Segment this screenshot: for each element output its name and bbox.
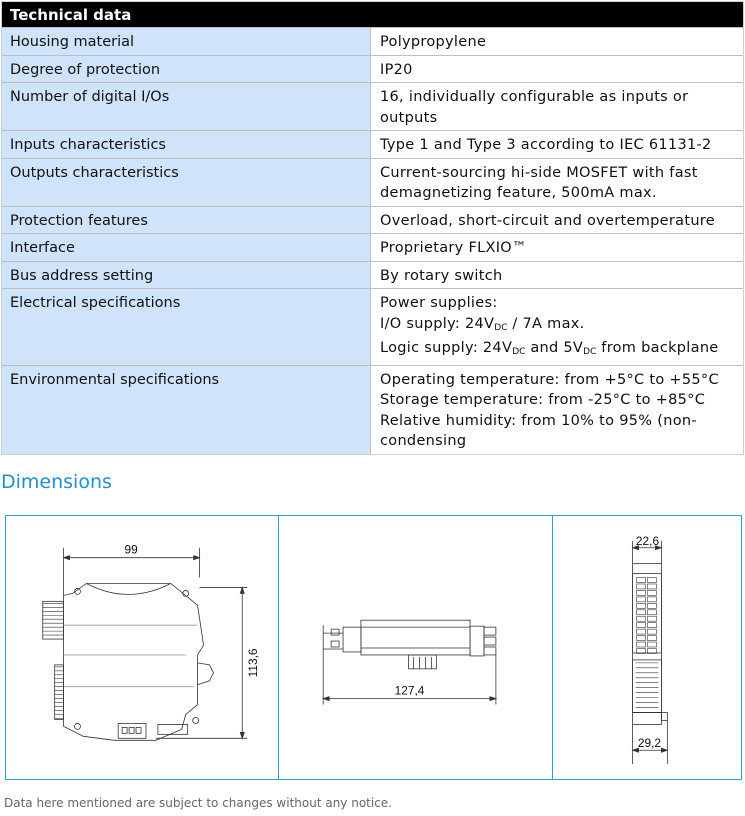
spec-value (371, 159, 743, 206)
dimensions-title: Dimensions (1, 471, 112, 493)
spec-value-line: Type 1 and Type 3 according to IEC 61131-2 (380, 137, 712, 153)
technical-data-row (2, 158, 743, 206)
technical-data-row (2, 130, 743, 158)
spec-value (371, 131, 743, 158)
spec-value (371, 207, 743, 234)
spec-value-line: outputs (380, 109, 438, 126)
technical-data-title: Technical data (2, 2, 743, 27)
spec-value-line: I/O supply: $24V_{DC} / 7A$ max. (380, 315, 585, 333)
spec-value-line: Proprietary FLXIO™ (380, 240, 527, 256)
spec-label: Environmental specifications (2, 366, 371, 454)
spec-label: Degree of protection (2, 56, 371, 83)
side-view-drawing (6, 516, 278, 779)
spec-value-line: IP20 (380, 61, 413, 78)
spec-value-line: Storage temperature: from -25°C to +85°C (380, 392, 706, 408)
spec-value-line: Logic supply: $24V_{DC}$ and $5V_{DC}$ from backplane (380, 340, 719, 357)
front-view-panel (552, 516, 741, 779)
spec-value-line: Relative humidity: from 10% to 95% (non- (380, 412, 697, 429)
side-width-label: 99 (124, 542, 138, 557)
spec-value-line: Overload, short-circuit and overtemperature (380, 212, 715, 229)
top-length-label: 127,4 (394, 683, 425, 698)
front-bottom-width-label: 29,2 (637, 736, 662, 751)
spec-label: Protection features (2, 207, 371, 234)
spec-label: Bus address setting (2, 262, 371, 289)
spec-value (371, 289, 743, 365)
spec-value-line: demagnetizing feature, 500mA max. (380, 185, 657, 201)
spec-label: Interface (2, 234, 371, 261)
spec-value-line: condensing (380, 433, 467, 449)
technical-data-row (2, 233, 743, 261)
spec-value (371, 366, 743, 454)
spec-value (371, 28, 743, 55)
spec-value-line: By rotary switch (380, 267, 503, 284)
dimensions-drawings (5, 515, 742, 780)
footnote: Data here mentioned are subject to changes without any notice. (4, 796, 393, 810)
top-view-drawing (279, 516, 552, 779)
technical-data-table (1, 1, 744, 455)
side-height-label: 113,6 (246, 648, 261, 678)
spec-label: Inputs characteristics (2, 131, 371, 158)
front-view-drawing (553, 516, 741, 779)
spec-value (371, 56, 743, 83)
spec-value (371, 234, 743, 261)
spec-value (371, 83, 743, 130)
technical-data-row (2, 288, 743, 365)
spec-value-line: 16, individually configurable as inputs or (380, 89, 689, 105)
technical-data-rows (2, 27, 743, 454)
spec-label: Outputs characteristics (2, 159, 371, 206)
technical-data-row (2, 82, 743, 130)
front-top-width-label: 22,6 (635, 533, 660, 548)
spec-label: Number of digital I/Os (2, 83, 371, 130)
technical-data-row (2, 261, 743, 289)
spec-label: Electrical specifications (2, 289, 371, 365)
technical-data-row (2, 27, 743, 55)
technical-data-row (2, 206, 743, 234)
spec-value-line: Power supplies: (380, 295, 498, 311)
spec-value-line: Operating temperature: from +5°C to +55°C (380, 371, 719, 388)
technical-data-row (2, 55, 743, 83)
spec-label: Housing material (2, 28, 371, 55)
top-view-panel (278, 516, 552, 779)
technical-data-row (2, 365, 743, 454)
side-view-panel (6, 516, 278, 779)
spec-value-line: Current-sourcing hi-side MOSFET with fast (380, 164, 698, 181)
spec-value (371, 262, 743, 289)
spec-value-line: Polypropylene (380, 34, 487, 50)
